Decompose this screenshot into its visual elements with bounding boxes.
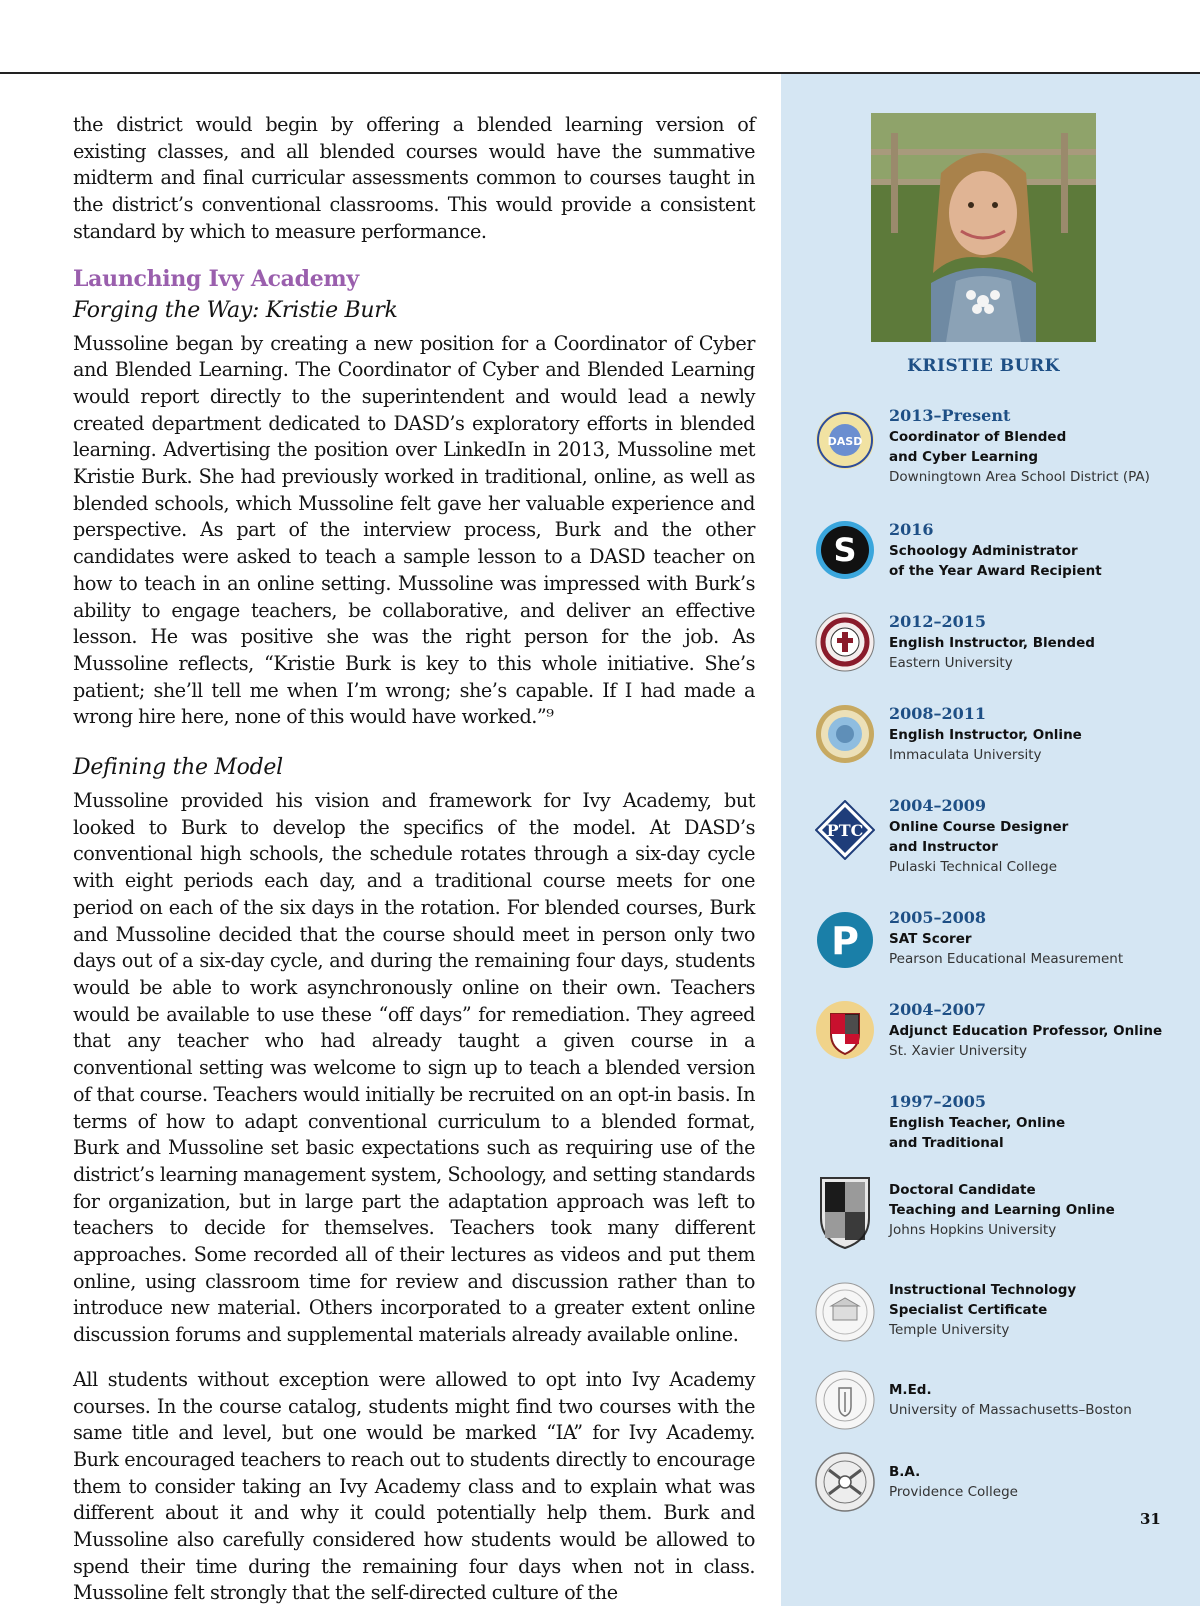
entry-role: Adjunct Education Professor, Online [889,1023,1163,1039]
svg-text:P: P [831,919,859,963]
svg-text:PTC: PTC [826,821,864,840]
entry-year: 2013–Present [889,406,1011,425]
entry-organization: Pulaski Technical College [889,859,1058,875]
entry-role: English Teacher, Online [889,1115,1066,1131]
immaculata-seal [815,704,875,764]
ptc-logo [815,800,875,860]
entry-role: Schoology Administrator [889,543,1078,559]
providence-college-seal [815,1452,875,1512]
entry-organization: Providence College [889,1484,1018,1500]
defining-paragraph: Mussoline provided his vision and framework for Ivy Academy, but looked to Burk to develop the specifics of the model. At DASD’s conventional high schools, the schedule rotates through a six-day cycle with eight periods each day, and a traditional course meets for one period on each of the six days in the rotation. For blended courses, Burk and Mussoline decided that the course should meet in person only two days out of a six-day cycle, and during the remaining four days, students would be able to work asynchronously online on their own. Teachers would be available to use these “off days” for remediation. They agreed that any teacher who had already taught a given course in a conventional setting was welcome to sign up to teach a blended version of that course. Teachers would initially be recruited on an opt-in basis. In terms of how to adapt conventional curriculum to a blended format, Burk and Mussoline set basic expectations such as requiring use of the district’s learning management system, Schoology, and setting standards for organization, but in large part the adaptation approach was left to teachers to decide for themselves. Teachers took many different approaches. Some recorded all of their lectures as videos and put them online, using classroom time for review and discussion rather than to introduce new material. Others incorporated to a greater extent online discussion forums and supplemental materials already available online. [73,789,755,1347]
entry-organization: University of Massachusetts–Boston [889,1402,1132,1418]
temple-seal [815,1282,875,1342]
entry-role: Coordinator of Blended [889,429,1067,445]
portrait-photo [871,113,1096,342]
page-number: 31 [1140,1510,1161,1528]
eastern-university-seal [815,612,875,672]
umass-boston-seal [815,1370,875,1430]
forging-paragraph: Mussoline began by creating a new position for a Coordinator of Cyber and Blended Learning. The Coordinator of Cyber and Blended Learning would report directly to the superintendent and would lead a newly created department dedicated to DASD’s exploratory efforts in blended learning. Advertising the position over LinkedIn in 2013, Mussoline met Kristie Burk. She had previously worked in traditional, online, as well as blended schools, which Mussoline felt gave her valuable experience and perspective. As part of the interview process, Burk and the other candidates were asked to teach a sample lesson to a DASD teacher on how to teach in an online setting. Mussoline was impressed with Burk’s ability to engage teachers, be collaborative, and deliver an effective lesson. He was positive she was the right person for the job. As Mussoline reflects, “Kristie Burk is key to this whole initiative. She’s patient; she’ll tell me when I’m wrong; she’s capable. If I had made a wrong hire here, none of this would have worked.”⁹ [73,331,755,729]
bio-sidebar [781,74,1200,1606]
entry-organization: Eastern University [889,655,1013,671]
main-column [73,112,755,1607]
entry-year: 2012–2015 [889,612,987,631]
entry-role: and Instructor [889,839,998,855]
entry-year: 1997–2005 [889,1092,987,1111]
schoology-logo [815,520,875,580]
entry-organization: St. Xavier University [889,1043,1027,1059]
subsection-title-defining: Defining the Model [73,755,283,781]
entry-role: English Instructor, Blended [889,635,1095,651]
entry-role: Specialist Certificate [889,1302,1048,1318]
entry-year: 2008–2011 [889,704,987,723]
entry-role: Instructional Technology [889,1282,1077,1298]
entry-year: 2004–2009 [889,796,987,815]
entry-role: Doctoral Candidate [889,1182,1036,1198]
entry-organization: Johns Hopkins University [889,1222,1057,1238]
entry-year: 2016 [889,520,934,539]
svg-text:S: S [833,531,857,569]
entry-organization: Downingtown Area School District (PA) [889,469,1150,485]
pearson-logo [815,910,875,970]
st-xavier-crest [815,1000,875,1060]
entry-role: and Cyber Learning [889,449,1039,465]
entry-role: SAT Scorer [889,931,972,947]
johns-hopkins-crest [815,1174,875,1250]
person-name: KRISTIE BURK [907,356,1060,376]
entry-organization: Pearson Educational Measurement [889,951,1124,967]
dasd-seal-logo [815,410,875,470]
entry-role: B.A. [889,1464,921,1480]
section-title: Launching Ivy Academy [73,265,359,292]
svg-text:DASD: DASD [827,435,863,448]
subsection-title-forging: Forging the Way: Kristie Burk [73,297,398,323]
intro-paragraph: the district would begin by offering a blended learning version of existing classes, and all blended courses would have the summative midterm and final curricular assessments common to courses taught in the district’s conventional classrooms. This would provide a consistent standard by which to measure performance. [73,113,755,243]
entry-year: 2004–2007 [889,1000,987,1019]
entry-role: Online Course Designer [889,819,1069,835]
entry-role: M.Ed. [889,1382,932,1398]
entry-role: Teaching and Learning Online [889,1202,1115,1218]
entry-organization: Immaculata University [889,747,1042,763]
entry-organization: Temple University [889,1322,1010,1338]
entry-role: of the Year Award Recipient [889,563,1102,579]
enrollment-paragraph: All students without exception were allowed to opt into Ivy Academy courses. In the course catalog, students might find two courses with the same title and level, but one would be marked “IA” for Ivy Academy. Burk encouraged teachers to reach out to students directly to encourage them to consider taking an Ivy Academy class and to explain what was different about it and why it could potentially help them. Burk and Mussoline also carefully considered how students would be allowed to spend their time during the remaining four days when not in class. Mussoline felt strongly that the self-directed culture of the [73,1367,755,1605]
entry-year: 2005–2008 [889,908,987,927]
entry-role: and Traditional [889,1135,1004,1151]
entry-role: English Instructor, Online [889,727,1082,743]
